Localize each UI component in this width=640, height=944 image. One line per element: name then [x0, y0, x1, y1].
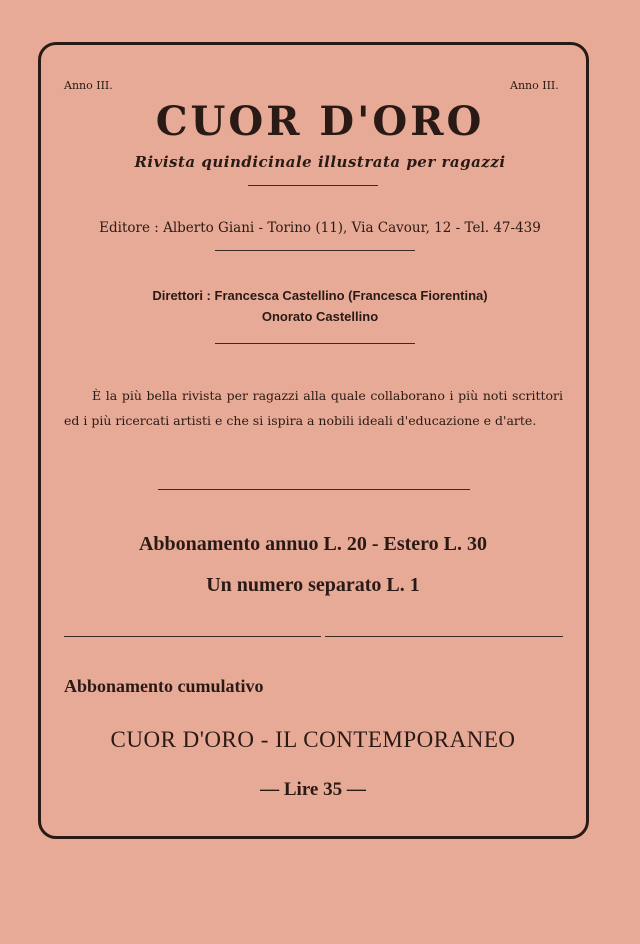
magazine-title: CUOR D'ORO: [155, 98, 485, 145]
directors-block: [0, 285, 640, 327]
divider-5a: [64, 636, 321, 637]
annual-subscription: Abbonamento annuo L. 20 - Estero L. 30: [138, 533, 488, 555]
magazine-subtitle: Rivista quindicinale illustrata per ragazzi: [134, 153, 506, 171]
divider-2: [215, 250, 415, 251]
divider-4: [158, 489, 470, 490]
single-issue-price: Un numero separato L. 1: [206, 574, 420, 596]
anno-left: Anno III.: [64, 79, 113, 92]
directors-line-2: Onorato Castellino: [261, 309, 379, 324]
divider-5b: [325, 636, 563, 637]
divider-1: [248, 185, 378, 186]
publisher-line: Editore : Alberto Giani - Torino (11), Via Cavour, 12 - Tel. 47-439: [99, 220, 541, 236]
divider-3: [215, 343, 415, 344]
cumulative-label: Abbonamento cumulativo: [64, 676, 264, 696]
description-paragraph: È la più bella rivista per ragazzi alla quale collaborano i più noti scrittori ed i più ricercati artisti e che si ispira a nobili ideali d'educazione e d'arte.: [64, 388, 563, 428]
cumulative-titles: CUOR D'ORO - IL CONTEMPORANEO: [110, 727, 516, 752]
cumulative-price: — Lire 35 —: [260, 779, 366, 800]
anno-right: Anno III.: [510, 79, 559, 92]
directors-line-1: Direttori : Francesca Castellino (Francesca Fiorentina): [152, 288, 488, 303]
